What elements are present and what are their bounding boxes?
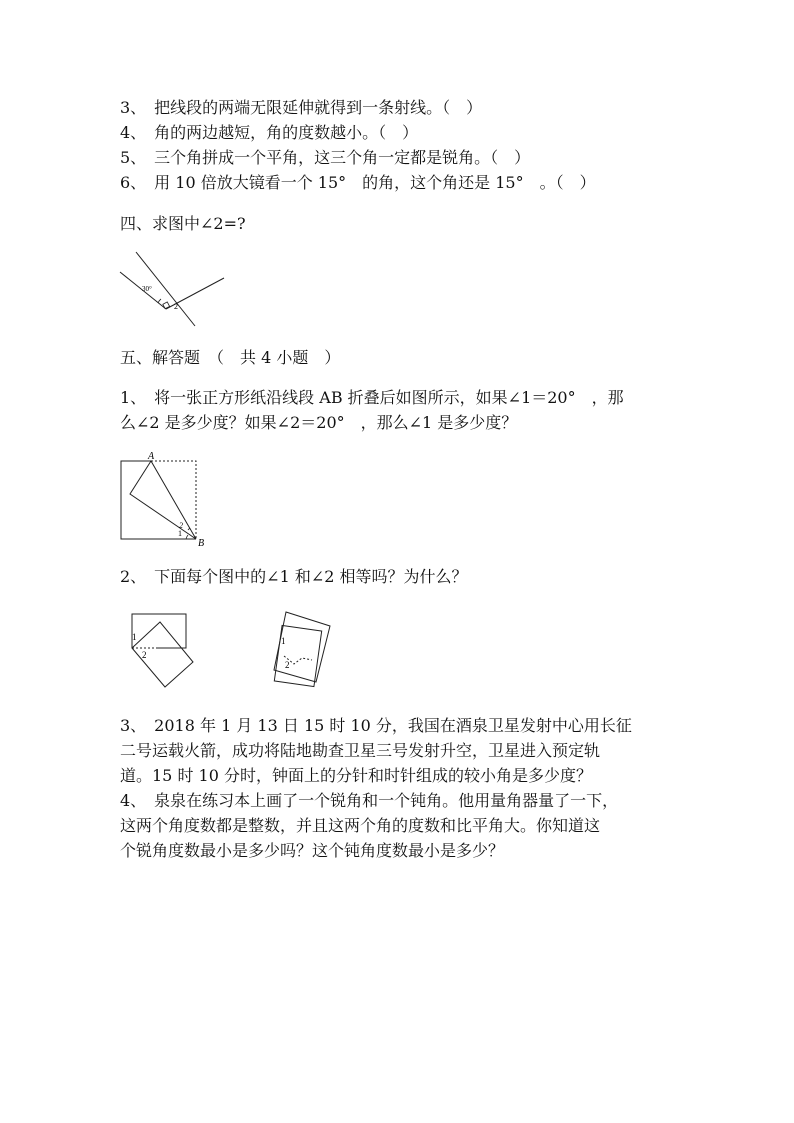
section4-title: 四、求图中∠2=? bbox=[120, 214, 246, 233]
angle-value-label: 30° bbox=[142, 285, 152, 293]
fold-square-figure bbox=[118, 450, 213, 548]
q4-line-1: 4、 泉泉在练习本上画了一个锐角和一个钝角。他用量角器量了一下， bbox=[120, 791, 619, 810]
judge-item-6: 6、 用 10 倍放大镜看一个 15° 的角，这个角还是 15° 。（ ） bbox=[120, 173, 596, 192]
judge-item-3: 3、 把线段的两端无限延伸就得到一条射线。（ ） bbox=[120, 98, 483, 117]
q1-line-2: 么∠2 是多少度？如果∠2＝20° ，那么∠1 是多少度？ bbox=[120, 413, 518, 432]
section5-title: 五、解答题 （ 共 4 小题 ） bbox=[120, 348, 341, 367]
q3-line-1: 3、 2018 年 1 月 13 日 15 时 10 分，我国在酒泉卫星发射中心用长征 bbox=[120, 716, 632, 735]
angle-2-label: 2 bbox=[179, 521, 183, 530]
q2-left-figure bbox=[128, 610, 198, 690]
q1-line-1: 1、 将一张正方形纸沿线段 AB 折叠后如图所示，如果∠1＝20° ，那 bbox=[120, 388, 624, 407]
q3-line-2: 二号运载火箭，成功将陆地勘查卫星三号发射升空，卫星进入预定轨 bbox=[120, 741, 601, 760]
q4-line-2: 这两个角度数都是整数，并且这两个角的度数和比平角大。你知道这 bbox=[120, 816, 601, 835]
point-a-label: A bbox=[148, 451, 155, 462]
q4-line-3: 个锐角度数最小是多少吗？这个钝角度数最小是多少？ bbox=[120, 841, 505, 860]
angle-2-label: 2 bbox=[285, 660, 290, 670]
judge-item-4: 4、 角的两边越短，角的度数越小。（ ） bbox=[120, 123, 419, 142]
angle-1-label: 1 bbox=[281, 636, 286, 646]
q2-text: 2、 下面每个图中的∠1 和∠2 相等吗？为什么？ bbox=[120, 567, 468, 586]
angle-1-label: 1 bbox=[178, 529, 182, 538]
angle-1-label: 1 bbox=[132, 632, 137, 642]
judge-item-5: 5、 三个角拼成一个平角，这三个角一定都是锐角。（ ） bbox=[120, 148, 531, 167]
angle-figure-section4 bbox=[118, 248, 228, 330]
folded-triangle bbox=[130, 461, 196, 539]
tilted-rectangle-1 bbox=[274, 612, 330, 682]
q3-line-3: 道。15 时 10 分时，钟面上的分针和时针组成的较小角是多少度？ bbox=[120, 766, 592, 785]
angle-2-label: 2 bbox=[142, 650, 147, 660]
point-b-label: B bbox=[198, 538, 205, 548]
angle-2-label: 2 bbox=[174, 302, 178, 311]
q2-right-figure bbox=[268, 608, 338, 690]
